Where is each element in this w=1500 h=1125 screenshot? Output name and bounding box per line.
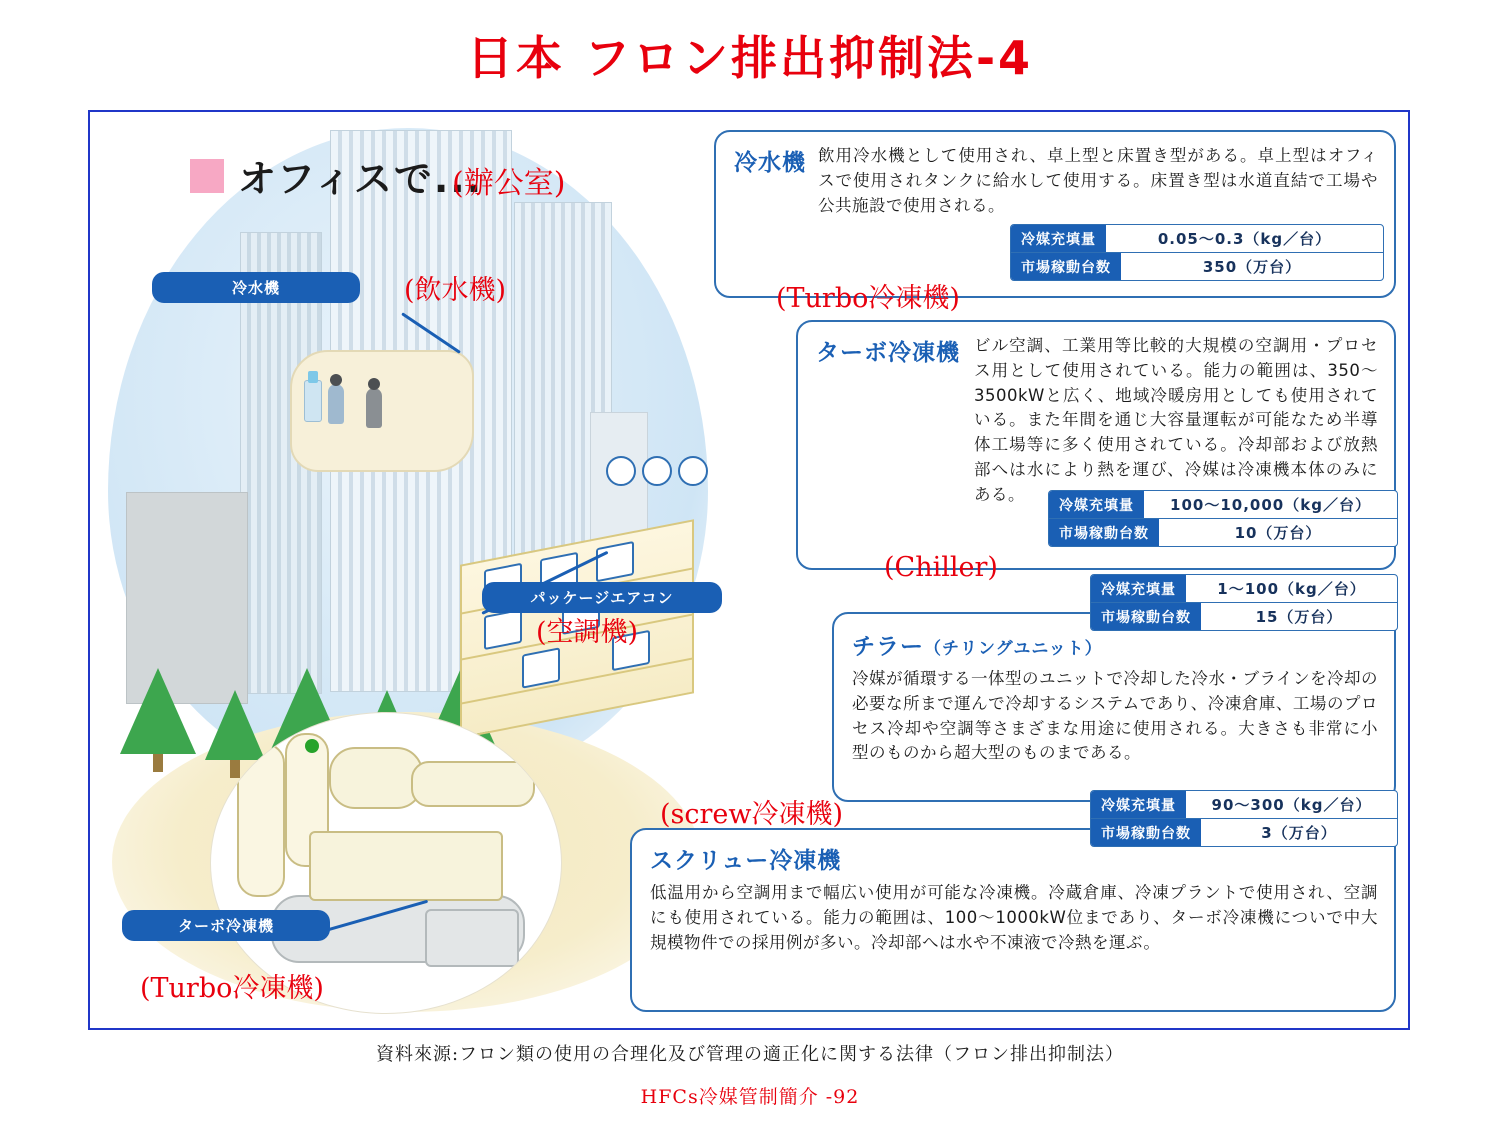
- ac-unit-icon: [484, 609, 522, 650]
- spec-row: [1091, 818, 1397, 846]
- status-dot-icon: [305, 739, 319, 753]
- box-body-chiller: 冷媒が循環する一体型のユニットで冷却した冷水・ブラインを冷却の必要な所まで運んで冷却するシステムであり、冷凍倉庫、工場のプロセス冷却や空調等さまざまな用途に使用される。大きさも非常に小型のものから超大型のものまである。: [852, 669, 1378, 763]
- spec-value: 90～300（kg／台）: [1211, 796, 1372, 814]
- label-water-cooler: 冷水機: [152, 272, 360, 303]
- box-body-screw-chiller: 低温用から空調用まで幅広い使用が可能な冷凍機。冷蔵倉庫、冷凍プラントで使用され、空調にも使用されている。能力の範囲は、100～1000kW位まであり、ターボ冷凍機についで中大規模物件での採用例が多い。冷却部へは水や不凍液で冷熱を運ぶ。: [650, 883, 1378, 952]
- box-body-turbo-chiller: ビル空調、工業用等比較的大規模の空調用・プロセス用として使用されている。能力の範囲は、350～3500kWと広く、地域冷暖房用としても使用されている。また年間を通じ大容量運転が可能なため半導体工場等に多く使用されている。冷却部および放熱部へは水により熱を運び、冷媒は冷凍機本体のみにある。: [974, 336, 1379, 504]
- ac-unit-icon: [522, 647, 560, 688]
- spec-table-chiller: [1090, 574, 1398, 631]
- rooftop-tank-icon: [678, 456, 708, 486]
- office-heading: [190, 148, 483, 203]
- spec-table-turbo-chiller: [1048, 490, 1398, 547]
- annotation-turbo-illustration: (Turbo冷凍機): [140, 973, 324, 1004]
- annotation-turbo-box: (Turbo冷凍機): [776, 283, 960, 314]
- box-title-chiller: [852, 628, 1378, 661]
- box-title-water-cooler: 冷水機: [734, 150, 806, 176]
- spec-row: [1011, 252, 1383, 280]
- spec-key: 冷媒充填量: [1091, 791, 1186, 818]
- annotation-package-ac: (空調機): [536, 617, 639, 648]
- machine-body: [309, 831, 503, 901]
- content-frame: [88, 110, 1410, 1030]
- person-icon: [328, 384, 344, 424]
- spec-value: 0.05～0.3（kg／台）: [1157, 230, 1332, 248]
- spec-value: 100～10,000（kg／台）: [1170, 496, 1371, 514]
- rooftop-tank-icon: [642, 456, 672, 486]
- machine-panel: [425, 909, 519, 967]
- label-turbo-chiller: ターボ冷凍機: [122, 910, 330, 941]
- spec-key: 市場稼動台数: [1049, 519, 1159, 546]
- spec-value: 3（万台）: [1261, 824, 1337, 842]
- spec-value: 350（万台）: [1202, 258, 1302, 276]
- spec-table-screw-chiller: [1090, 790, 1398, 847]
- person-icon: [366, 388, 382, 428]
- pink-square-bullet-icon: [190, 159, 224, 193]
- rooftop-tank-icon: [606, 456, 636, 486]
- spec-row: [1091, 575, 1397, 602]
- ac-unit-icon: [596, 541, 634, 582]
- annotation-water-cooler: (飲水機): [404, 275, 507, 306]
- annotation-screw-box: (screw冷凍機): [660, 799, 844, 830]
- spec-value: 10（万台）: [1234, 524, 1322, 542]
- page-title: 日本 フロン排出抑制法-4: [466, 31, 1034, 85]
- source-note: 資料來源:フロン類の使用の合理化及び管理の適正化に関する法律（フロン排出抑制法）: [375, 1044, 1125, 1065]
- spec-table-water-cooler: [1010, 224, 1384, 281]
- box-title-chiller-main: チラー: [852, 634, 924, 660]
- spec-key: 冷媒充填量: [1049, 491, 1144, 518]
- machine-duct: [411, 761, 535, 807]
- person-head-icon: [330, 374, 342, 386]
- person-head-icon: [368, 378, 380, 390]
- annotation-office: (辦公室): [452, 166, 566, 201]
- page-number: HFCs冷媒管制簡介 -92: [640, 1086, 860, 1108]
- annotation-chiller-box: (Chiller): [884, 552, 998, 583]
- spec-key: 市場稼動台数: [1011, 253, 1121, 280]
- spec-value: 1～100（kg／台）: [1217, 580, 1366, 598]
- box-title-turbo-chiller: ターボ冷凍機: [816, 340, 960, 366]
- spec-key: 市場稼動台数: [1091, 819, 1201, 846]
- box-title-chiller-sub: （チリングユニット）: [924, 639, 1103, 659]
- spec-row: [1049, 518, 1397, 546]
- spec-row: [1049, 491, 1397, 518]
- label-package-ac: パッケージエアコン: [482, 582, 722, 613]
- office-heading-text: オフィスで...: [238, 157, 484, 201]
- spec-key: 冷媒充填量: [1011, 225, 1106, 252]
- spec-key: 市場稼動台数: [1091, 603, 1201, 630]
- spec-value: 15（万台）: [1255, 608, 1343, 626]
- box-body-water-cooler: 飲用冷水機として使用され、卓上型と床置き型がある。卓上型はオフィスで使用されタンクに給水して使用する。床置き型は水道直結で工場や公共施設で使用される。: [818, 146, 1378, 215]
- box-title-screw-chiller: スクリュー冷凍機: [650, 848, 842, 874]
- spec-row: [1091, 602, 1397, 630]
- machine-pipe: [237, 743, 285, 897]
- spec-row: [1091, 791, 1397, 818]
- spec-key: 冷媒充填量: [1091, 575, 1186, 602]
- machine-compressor: [329, 747, 423, 809]
- water-cooler-icon: [304, 380, 322, 422]
- spec-row: [1011, 225, 1383, 252]
- info-box-screw-chiller: [630, 828, 1396, 1012]
- info-box-chiller: [832, 612, 1396, 802]
- tree-icon: [120, 668, 196, 754]
- tree-trunk-icon: [153, 752, 163, 772]
